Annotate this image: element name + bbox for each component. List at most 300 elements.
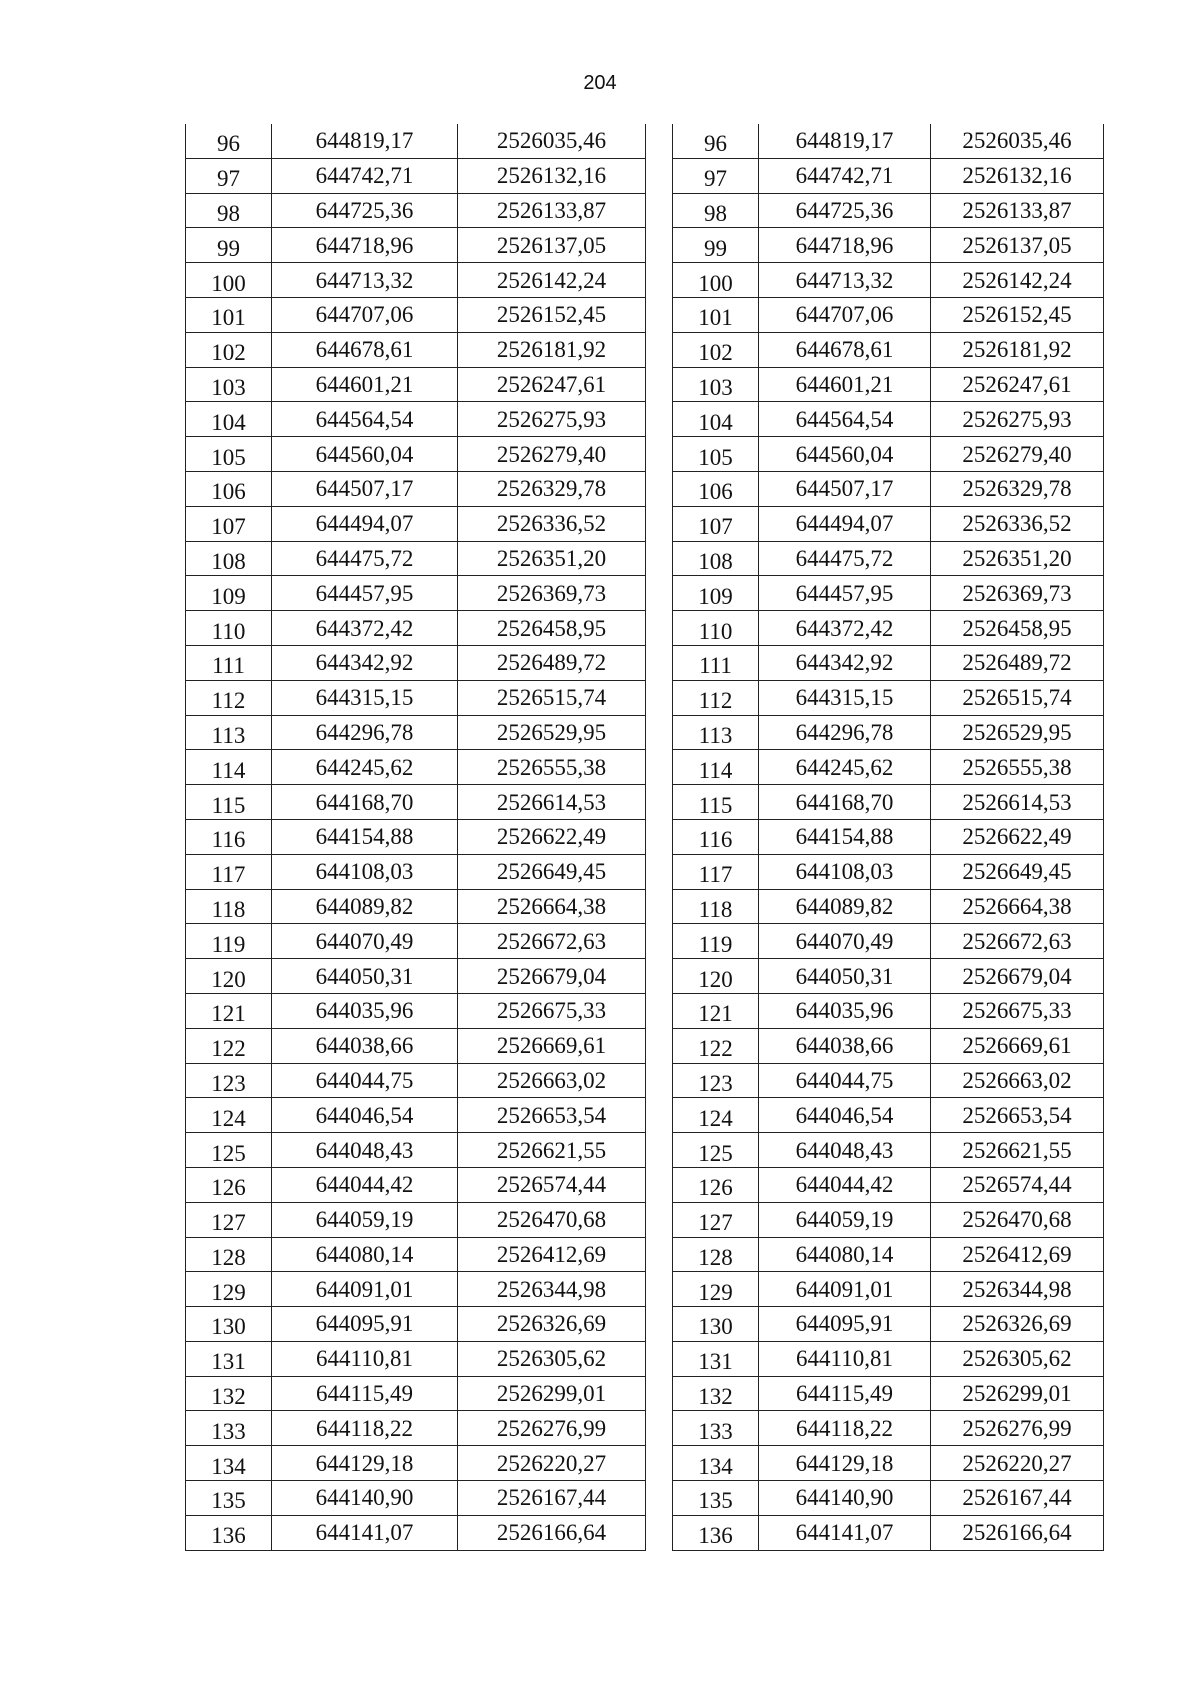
table-row [673, 750, 1104, 785]
point-number-cell: 104 [186, 402, 272, 437]
table-row [673, 889, 1104, 924]
x-coordinate-cell: 644245,62 [272, 750, 458, 785]
x-coordinate-cell: 644050,31 [272, 959, 458, 994]
y-coordinate-cell: 2526653,54 [931, 1098, 1104, 1133]
y-coordinate-cell: 2526621,55 [931, 1133, 1104, 1168]
x-coordinate-cell: 644560,04 [272, 437, 458, 472]
table-row [673, 680, 1104, 715]
x-coordinate-cell: 644048,43 [759, 1133, 931, 1168]
point-number-cell: 101 [186, 297, 272, 332]
x-coordinate-cell: 644475,72 [759, 541, 931, 576]
x-coordinate-cell: 644089,82 [759, 889, 931, 924]
table-row [673, 332, 1104, 367]
table-row [186, 1167, 646, 1202]
point-number-cell: 130 [673, 1307, 759, 1342]
table-row [186, 924, 646, 959]
point-number-cell: 103 [186, 367, 272, 402]
table-row [186, 367, 646, 402]
y-coordinate-cell: 2526458,95 [458, 611, 646, 646]
x-coordinate-cell: 644095,91 [272, 1307, 458, 1342]
table-row [673, 611, 1104, 646]
table-row [673, 158, 1104, 193]
x-coordinate-cell: 644038,66 [272, 1028, 458, 1063]
table-row [186, 1341, 646, 1376]
x-coordinate-cell: 644154,88 [272, 819, 458, 854]
y-coordinate-cell: 2526167,44 [931, 1481, 1104, 1516]
point-number-cell: 116 [186, 819, 272, 854]
x-coordinate-cell: 644080,14 [759, 1237, 931, 1272]
y-coordinate-cell: 2526614,53 [931, 785, 1104, 820]
point-number-cell: 110 [673, 611, 759, 646]
table-row [673, 1411, 1104, 1446]
x-coordinate-cell: 644742,71 [272, 158, 458, 193]
table-row [673, 576, 1104, 611]
point-number-cell: 118 [673, 889, 759, 924]
y-coordinate-cell: 2526669,61 [931, 1028, 1104, 1063]
x-coordinate-cell: 644707,06 [272, 297, 458, 332]
table-row [673, 959, 1104, 994]
y-coordinate-cell: 2526672,63 [931, 924, 1104, 959]
point-number-cell: 116 [673, 819, 759, 854]
table-row [186, 332, 646, 367]
x-coordinate-cell: 644564,54 [272, 402, 458, 437]
y-coordinate-cell: 2526167,44 [458, 1481, 646, 1516]
coordinates-table-body [186, 124, 646, 1550]
y-coordinate-cell: 2526279,40 [458, 437, 646, 472]
y-coordinate-cell: 2526515,74 [458, 680, 646, 715]
point-number-cell: 124 [673, 1098, 759, 1133]
y-coordinate-cell: 2526247,61 [458, 367, 646, 402]
y-coordinate-cell: 2526137,05 [931, 228, 1104, 263]
point-number-cell: 135 [673, 1481, 759, 1516]
table-row [186, 680, 646, 715]
x-coordinate-cell: 644725,36 [272, 193, 458, 228]
table-row [673, 993, 1104, 1028]
x-coordinate-cell: 644048,43 [272, 1133, 458, 1168]
y-coordinate-cell: 2526137,05 [458, 228, 646, 263]
x-coordinate-cell: 644819,17 [759, 124, 931, 158]
table-row [673, 715, 1104, 750]
x-coordinate-cell: 644168,70 [759, 785, 931, 820]
table-row [186, 1028, 646, 1063]
point-number-cell: 125 [673, 1133, 759, 1168]
x-coordinate-cell: 644372,42 [272, 611, 458, 646]
point-number-cell: 96 [673, 124, 759, 158]
x-coordinate-cell: 644095,91 [759, 1307, 931, 1342]
table-row [186, 715, 646, 750]
x-coordinate-cell: 644725,36 [759, 193, 931, 228]
point-number-cell: 117 [673, 854, 759, 889]
point-number-cell: 101 [673, 297, 759, 332]
x-coordinate-cell: 644819,17 [272, 124, 458, 158]
point-number-cell: 113 [673, 715, 759, 750]
y-coordinate-cell: 2526276,99 [931, 1411, 1104, 1446]
x-coordinate-cell: 644046,54 [272, 1098, 458, 1133]
table-row [186, 297, 646, 332]
table-row [186, 1063, 646, 1098]
x-coordinate-cell: 644154,88 [759, 819, 931, 854]
table-row [186, 645, 646, 680]
y-coordinate-cell: 2526035,46 [458, 124, 646, 158]
point-number-cell: 121 [186, 993, 272, 1028]
table-row [186, 785, 646, 820]
table-row [186, 854, 646, 889]
y-coordinate-cell: 2526275,93 [931, 402, 1104, 437]
point-number-cell: 108 [673, 541, 759, 576]
point-number-cell: 111 [673, 645, 759, 680]
y-coordinate-cell: 2526181,92 [931, 332, 1104, 367]
y-coordinate-cell: 2526220,27 [458, 1446, 646, 1481]
x-coordinate-cell: 644091,01 [759, 1272, 931, 1307]
table-row [186, 402, 646, 437]
point-number-cell: 103 [673, 367, 759, 402]
y-coordinate-cell: 2526247,61 [931, 367, 1104, 402]
y-coordinate-cell: 2526663,02 [931, 1063, 1104, 1098]
table-row [673, 1167, 1104, 1202]
y-coordinate-cell: 2526574,44 [931, 1167, 1104, 1202]
y-coordinate-cell: 2526166,64 [458, 1515, 646, 1550]
y-coordinate-cell: 2526152,45 [458, 297, 646, 332]
x-coordinate-cell: 644044,75 [272, 1063, 458, 1098]
x-coordinate-cell: 644296,78 [272, 715, 458, 750]
point-number-cell: 109 [673, 576, 759, 611]
y-coordinate-cell: 2526653,54 [458, 1098, 646, 1133]
coordinates-table-left [185, 124, 646, 1551]
point-number-cell: 115 [673, 785, 759, 820]
point-number-cell: 131 [186, 1341, 272, 1376]
point-number-cell: 99 [673, 228, 759, 263]
point-number-cell: 113 [186, 715, 272, 750]
x-coordinate-cell: 644296,78 [759, 715, 931, 750]
y-coordinate-cell: 2526305,62 [458, 1341, 646, 1376]
table-row [186, 889, 646, 924]
point-number-cell: 133 [673, 1411, 759, 1446]
point-number-cell: 96 [186, 124, 272, 158]
x-coordinate-cell: 644457,95 [759, 576, 931, 611]
point-number-cell: 134 [673, 1446, 759, 1481]
point-number-cell: 123 [673, 1063, 759, 1098]
point-number-cell: 136 [673, 1515, 759, 1550]
point-number-cell: 125 [186, 1133, 272, 1168]
table-row [673, 1063, 1104, 1098]
table-row [673, 124, 1104, 158]
table-row [186, 1272, 646, 1307]
x-coordinate-cell: 644115,49 [272, 1376, 458, 1411]
x-coordinate-cell: 644044,42 [759, 1167, 931, 1202]
table-row [673, 228, 1104, 263]
y-coordinate-cell: 2526649,45 [458, 854, 646, 889]
point-number-cell: 122 [186, 1028, 272, 1063]
table-row [186, 1237, 646, 1272]
table-row [673, 819, 1104, 854]
x-coordinate-cell: 644059,19 [272, 1202, 458, 1237]
point-number-cell: 117 [186, 854, 272, 889]
table-row [186, 1515, 646, 1550]
y-coordinate-cell: 2526133,87 [458, 193, 646, 228]
table-row [673, 645, 1104, 680]
point-number-cell: 120 [673, 959, 759, 994]
x-coordinate-cell: 644507,17 [272, 471, 458, 506]
point-number-cell: 106 [186, 471, 272, 506]
table-row [673, 367, 1104, 402]
x-coordinate-cell: 644560,04 [759, 437, 931, 472]
x-coordinate-cell: 644110,81 [272, 1341, 458, 1376]
x-coordinate-cell: 644742,71 [759, 158, 931, 193]
table-row [186, 1098, 646, 1133]
x-coordinate-cell: 644089,82 [272, 889, 458, 924]
table-row [186, 1133, 646, 1168]
x-coordinate-cell: 644168,70 [272, 785, 458, 820]
x-coordinate-cell: 644678,61 [759, 332, 931, 367]
table-row [186, 228, 646, 263]
point-number-cell: 120 [186, 959, 272, 994]
table-row [673, 1376, 1104, 1411]
y-coordinate-cell: 2526622,49 [458, 819, 646, 854]
table-row [673, 1237, 1104, 1272]
x-coordinate-cell: 644601,21 [272, 367, 458, 402]
point-number-cell: 134 [186, 1446, 272, 1481]
y-coordinate-cell: 2526279,40 [931, 437, 1104, 472]
table-row [673, 1446, 1104, 1481]
y-coordinate-cell: 2526152,45 [931, 297, 1104, 332]
x-coordinate-cell: 644129,18 [759, 1446, 931, 1481]
point-number-cell: 102 [186, 332, 272, 367]
y-coordinate-cell: 2526675,33 [931, 993, 1104, 1028]
x-coordinate-cell: 644046,54 [759, 1098, 931, 1133]
point-number-cell: 126 [186, 1167, 272, 1202]
y-coordinate-cell: 2526351,20 [458, 541, 646, 576]
y-coordinate-cell: 2526166,64 [931, 1515, 1104, 1550]
table-row [186, 959, 646, 994]
y-coordinate-cell: 2526369,73 [931, 576, 1104, 611]
table-row [673, 402, 1104, 437]
table-row [673, 1307, 1104, 1342]
point-number-cell: 115 [186, 785, 272, 820]
x-coordinate-cell: 644245,62 [759, 750, 931, 785]
x-coordinate-cell: 644718,96 [759, 228, 931, 263]
x-coordinate-cell: 644315,15 [272, 680, 458, 715]
point-number-cell: 98 [673, 193, 759, 228]
table-row [186, 576, 646, 611]
x-coordinate-cell: 644707,06 [759, 297, 931, 332]
y-coordinate-cell: 2526336,52 [931, 506, 1104, 541]
table-row [186, 193, 646, 228]
y-coordinate-cell: 2526649,45 [931, 854, 1104, 889]
point-number-cell: 123 [186, 1063, 272, 1098]
point-number-cell: 129 [186, 1272, 272, 1307]
x-coordinate-cell: 644044,42 [272, 1167, 458, 1202]
table-row [673, 1481, 1104, 1516]
y-coordinate-cell: 2526669,61 [458, 1028, 646, 1063]
coordinates-table-body [673, 124, 1104, 1550]
y-coordinate-cell: 2526326,69 [931, 1307, 1104, 1342]
x-coordinate-cell: 644678,61 [272, 332, 458, 367]
y-coordinate-cell: 2526675,33 [458, 993, 646, 1028]
y-coordinate-cell: 2526529,95 [458, 715, 646, 750]
point-number-cell: 97 [673, 158, 759, 193]
table-row [673, 1028, 1104, 1063]
point-number-cell: 100 [186, 263, 272, 298]
y-coordinate-cell: 2526133,87 [931, 193, 1104, 228]
y-coordinate-cell: 2526412,69 [458, 1237, 646, 1272]
y-coordinate-cell: 2526489,72 [458, 645, 646, 680]
x-coordinate-cell: 644372,42 [759, 611, 931, 646]
table-row [186, 437, 646, 472]
y-coordinate-cell: 2526622,49 [931, 819, 1104, 854]
table-row [186, 1481, 646, 1516]
table-row [186, 750, 646, 785]
coordinates-table-right [672, 124, 1104, 1551]
x-coordinate-cell: 644044,75 [759, 1063, 931, 1098]
x-coordinate-cell: 644140,90 [272, 1481, 458, 1516]
y-coordinate-cell: 2526515,74 [931, 680, 1104, 715]
point-number-cell: 114 [673, 750, 759, 785]
point-number-cell: 136 [186, 1515, 272, 1550]
y-coordinate-cell: 2526299,01 [931, 1376, 1104, 1411]
y-coordinate-cell: 2526351,20 [931, 541, 1104, 576]
point-number-cell: 132 [673, 1376, 759, 1411]
table-row [673, 437, 1104, 472]
point-number-cell: 128 [673, 1237, 759, 1272]
x-coordinate-cell: 644038,66 [759, 1028, 931, 1063]
table-row [673, 263, 1104, 298]
table-row [186, 819, 646, 854]
point-number-cell: 107 [186, 506, 272, 541]
point-number-cell: 105 [186, 437, 272, 472]
y-coordinate-cell: 2526412,69 [931, 1237, 1104, 1272]
x-coordinate-cell: 644494,07 [759, 506, 931, 541]
x-coordinate-cell: 644601,21 [759, 367, 931, 402]
y-coordinate-cell: 2526555,38 [931, 750, 1104, 785]
y-coordinate-cell: 2526344,98 [458, 1272, 646, 1307]
x-coordinate-cell: 644141,07 [759, 1515, 931, 1550]
table-row [673, 541, 1104, 576]
table-row [186, 1376, 646, 1411]
x-coordinate-cell: 644140,90 [759, 1481, 931, 1516]
x-coordinate-cell: 644315,15 [759, 680, 931, 715]
x-coordinate-cell: 644342,92 [759, 645, 931, 680]
point-number-cell: 112 [186, 680, 272, 715]
y-coordinate-cell: 2526489,72 [931, 645, 1104, 680]
point-number-cell: 111 [186, 645, 272, 680]
point-number-cell: 133 [186, 1411, 272, 1446]
point-number-cell: 131 [673, 1341, 759, 1376]
point-number-cell: 127 [186, 1202, 272, 1237]
y-coordinate-cell: 2526664,38 [931, 889, 1104, 924]
point-number-cell: 118 [186, 889, 272, 924]
y-coordinate-cell: 2526555,38 [458, 750, 646, 785]
table-row [673, 506, 1104, 541]
x-coordinate-cell: 644115,49 [759, 1376, 931, 1411]
y-coordinate-cell: 2526470,68 [931, 1202, 1104, 1237]
y-coordinate-cell: 2526470,68 [458, 1202, 646, 1237]
x-coordinate-cell: 644342,92 [272, 645, 458, 680]
y-coordinate-cell: 2526664,38 [458, 889, 646, 924]
table-row [186, 158, 646, 193]
table-row [673, 1515, 1104, 1550]
point-number-cell: 129 [673, 1272, 759, 1307]
x-coordinate-cell: 644108,03 [272, 854, 458, 889]
table-row [673, 193, 1104, 228]
x-coordinate-cell: 644080,14 [272, 1237, 458, 1272]
table-row [186, 1411, 646, 1446]
y-coordinate-cell: 2526344,98 [931, 1272, 1104, 1307]
y-coordinate-cell: 2526035,46 [931, 124, 1104, 158]
table-row [186, 1446, 646, 1481]
point-number-cell: 119 [186, 924, 272, 959]
point-number-cell: 106 [673, 471, 759, 506]
point-number-cell: 128 [186, 1237, 272, 1272]
x-coordinate-cell: 644050,31 [759, 959, 931, 994]
table-row [673, 297, 1104, 332]
table-row [186, 993, 646, 1028]
y-coordinate-cell: 2526458,95 [931, 611, 1104, 646]
x-coordinate-cell: 644035,96 [759, 993, 931, 1028]
x-coordinate-cell: 644494,07 [272, 506, 458, 541]
table-row [186, 506, 646, 541]
y-coordinate-cell: 2526142,24 [458, 263, 646, 298]
y-coordinate-cell: 2526181,92 [458, 332, 646, 367]
x-coordinate-cell: 644713,32 [272, 263, 458, 298]
x-coordinate-cell: 644507,17 [759, 471, 931, 506]
y-coordinate-cell: 2526336,52 [458, 506, 646, 541]
x-coordinate-cell: 644475,72 [272, 541, 458, 576]
table-row [673, 854, 1104, 889]
table-row [673, 1341, 1104, 1376]
x-coordinate-cell: 644035,96 [272, 993, 458, 1028]
point-number-cell: 124 [186, 1098, 272, 1133]
y-coordinate-cell: 2526529,95 [931, 715, 1104, 750]
point-number-cell: 126 [673, 1167, 759, 1202]
y-coordinate-cell: 2526305,62 [931, 1341, 1104, 1376]
point-number-cell: 112 [673, 680, 759, 715]
point-number-cell: 110 [186, 611, 272, 646]
point-number-cell: 108 [186, 541, 272, 576]
point-number-cell: 105 [673, 437, 759, 472]
x-coordinate-cell: 644070,49 [272, 924, 458, 959]
point-number-cell: 121 [673, 993, 759, 1028]
y-coordinate-cell: 2526329,78 [458, 471, 646, 506]
table-row [186, 611, 646, 646]
point-number-cell: 130 [186, 1307, 272, 1342]
point-number-cell: 132 [186, 1376, 272, 1411]
page-number: 204 [583, 72, 617, 94]
y-coordinate-cell: 2526275,93 [458, 402, 646, 437]
x-coordinate-cell: 644118,22 [759, 1411, 931, 1446]
point-number-cell: 99 [186, 228, 272, 263]
y-coordinate-cell: 2526679,04 [931, 959, 1104, 994]
x-coordinate-cell: 644564,54 [759, 402, 931, 437]
table-row [673, 1133, 1104, 1168]
y-coordinate-cell: 2526132,16 [931, 158, 1104, 193]
table-row [673, 1272, 1104, 1307]
x-coordinate-cell: 644129,18 [272, 1446, 458, 1481]
y-coordinate-cell: 2526299,01 [458, 1376, 646, 1411]
table-row [186, 541, 646, 576]
y-coordinate-cell: 2526614,53 [458, 785, 646, 820]
table-row [673, 924, 1104, 959]
y-coordinate-cell: 2526276,99 [458, 1411, 646, 1446]
y-coordinate-cell: 2526574,44 [458, 1167, 646, 1202]
x-coordinate-cell: 644091,01 [272, 1272, 458, 1307]
x-coordinate-cell: 644141,07 [272, 1515, 458, 1550]
y-coordinate-cell: 2526132,16 [458, 158, 646, 193]
table-row [186, 1307, 646, 1342]
y-coordinate-cell: 2526369,73 [458, 576, 646, 611]
x-coordinate-cell: 644059,19 [759, 1202, 931, 1237]
point-number-cell: 114 [186, 750, 272, 785]
y-coordinate-cell: 2526672,63 [458, 924, 646, 959]
